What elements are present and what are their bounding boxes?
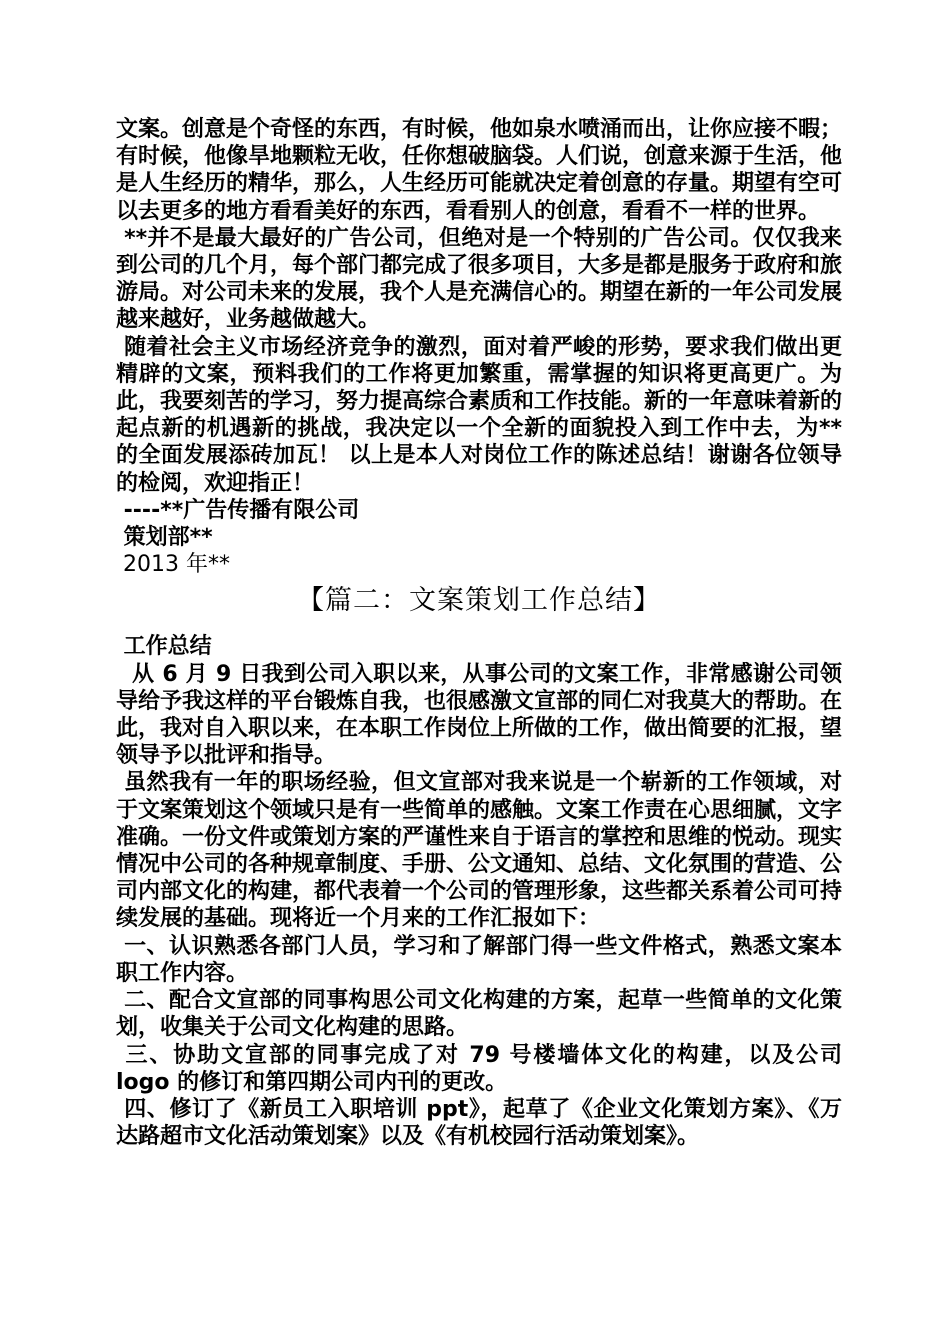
section-heading: 工作总结 <box>116 634 212 660</box>
list-item: 四、修订了《新员工入职培训 ppt》，起草了《企业文化策划方案》、《万达路超市文化活动策划案》以及《有机校园行活动策划案》。 <box>116 1096 842 1150</box>
section-title: 【篇二：文案策划工作总结】 <box>297 585 661 617</box>
body-paragraph: 文案。创意是个奇怪的东西，有时候，他如泉水喷涌而出，让你应接不暇；有时候，他像旱地颗粒无收，任你想破脑袋。人们说，创意来源于生活，他是人生经历的精华，那么，人生经历可能就决定着创意的存量。期望有空可以去更多的地方看看美好的东西，看看别人的创意，看看不一样的世界。 <box>116 117 843 224</box>
body-paragraph: 虽然我有一年的职场经验，但文宣部对我来说是一个崭新的工作领域，对于文案策划这个领域只是有一些简单的感触。文案工作责在心思细腻，文字准确。一份文件或策划方案的严谨性来自于语言的掌控和思维的悦动。现实情况中公司的各种规章制度、手册、公文通知、总结、文化氛围的营造、公司内部文化的构建，都代表着一个公司的管理形象，这些都关系着公司可持续发展的基础。现将近一个月来的工作汇报如下： <box>116 770 843 932</box>
signature-date: 2013 年** <box>116 552 230 578</box>
body-paragraph: 随着社会主义市场经济竞争的激烈，面对着严峻的形势，要求我们做出更精辟的文案，预料我们的工作将更加繁重，需掌握的知识将更高更广。为此，我要刻苦的学习，努力提高综合素质和工作技能。新的一年意味着新的起点新的机遇新的挑战，我决定以一个全新的面貌投入到工作中去，为**的全面发展添砖加瓦！ 以上是本人对岗位工作的陈述总结！谢谢各位领导的检阅，欢迎指正！ <box>116 334 843 496</box>
signature-department: 策划部** <box>116 525 213 551</box>
body-paragraph: 从 6 月 9 日我到公司入职以来，从事公司的文案工作，非常感谢公司领导给予我这样的平台锻炼自我，也很感激文宣部的同仁对我莫大的帮助。在此，我对自入职以来，在本职工作岗位上所做的工作，做出简要的汇报，望领导予以批评和指导。 <box>116 661 843 769</box>
body-paragraph: **并不是最大最好的广告公司，但绝对是一个特别的广告公司。仅仅我来到公司的几个月，每个部门都完成了很多项目，大多是都是服务于政府和旅游局。对公司未来的发展，我个人是充满信心的。期望在新的一年公司发展越来越好，业务越做越大。 <box>116 225 843 333</box>
signature-company: ----**广告传播有限公司 <box>116 497 360 523</box>
list-item: 二、配合文宣部的同事构思公司文化构建的方案，起草一些简单的文化策划，收集关于公司文化构建的思路。 <box>116 988 842 1041</box>
list-item: 三、协助文宣部的同事完成了对 79 号楼墙体文化的构建，以及公司 logo 的修订和第四期公司内刊的更改。 <box>116 1042 850 1095</box>
document-page <box>116 116 850 1150</box>
list-item: 一、认识熟悉各部门人员，学习和了解部门得一些文件格式，熟悉文案本职工作内容。 <box>116 933 842 986</box>
